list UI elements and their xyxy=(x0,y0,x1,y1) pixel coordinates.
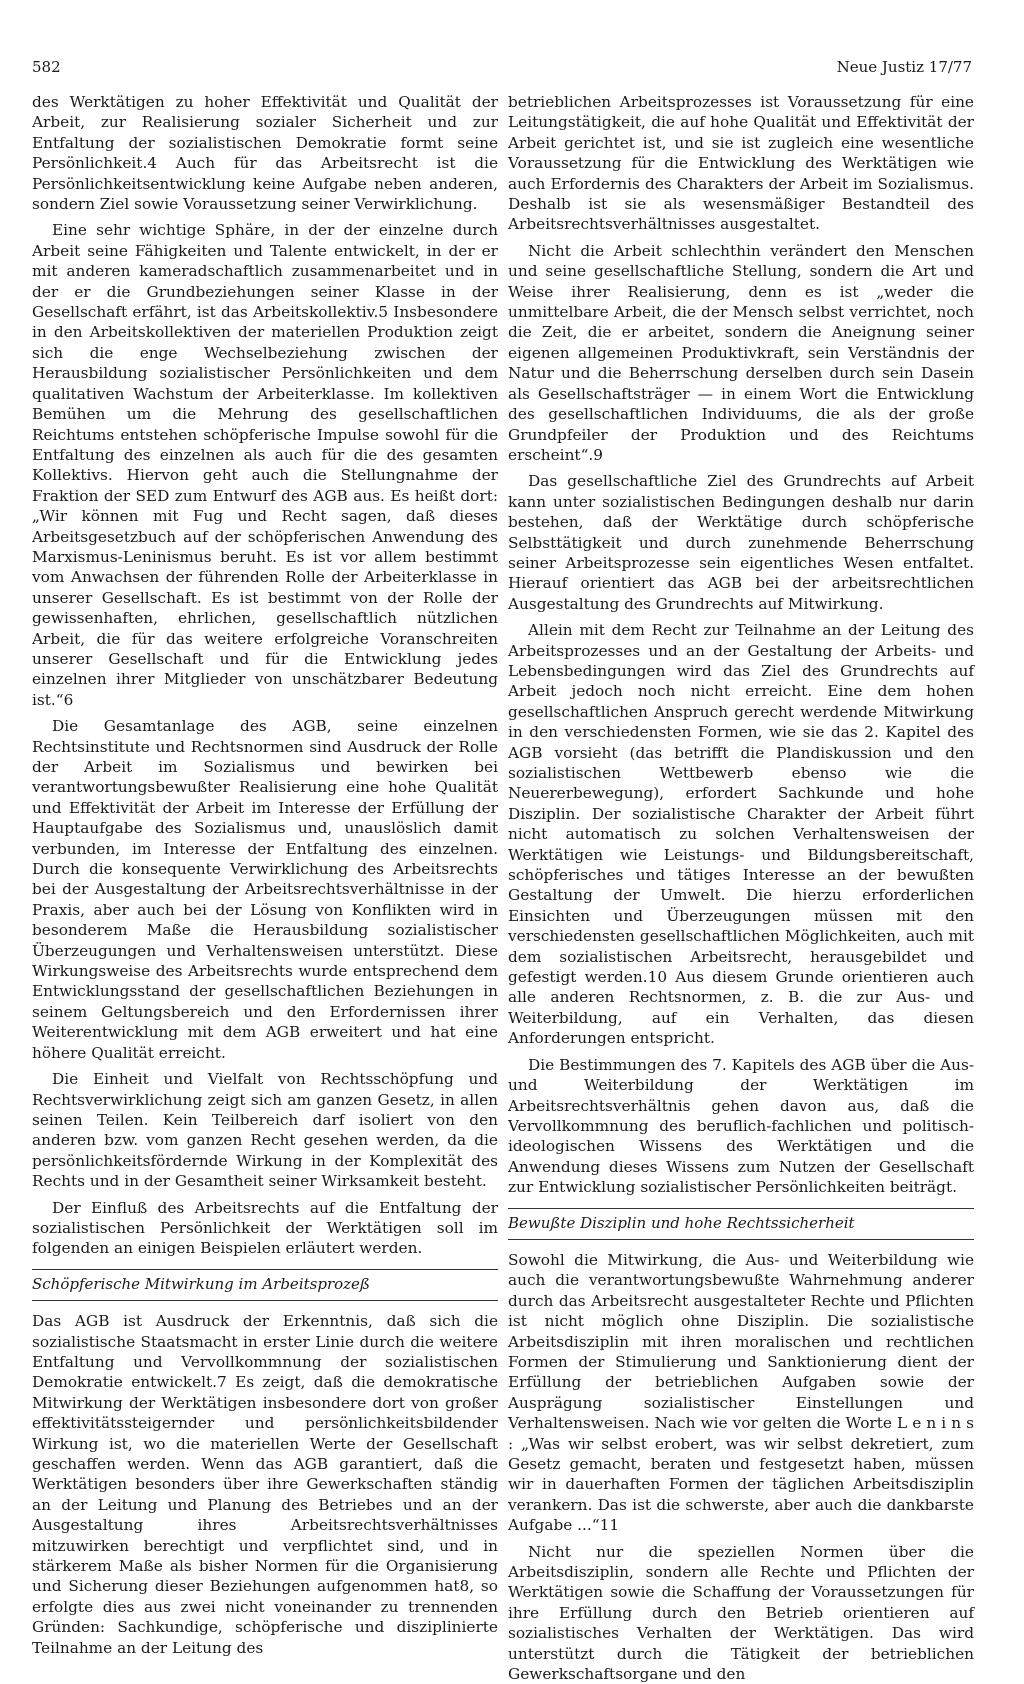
paragraph: Das AGB ist Ausdruck der Erkenntnis, daß sich die sozialistische Staatsmacht in erster Linie durch die weitere Entfaltung und Vervollkommnung der sozialistischen Demokratie entwickelt.7 Es zeigt, daß die demokratische Mitwirkung der Werktätigen insbesondere dort von großer effektivitätssteigernder und persönlichkeitsbildender Wirkung ist, wo die materiellen Werte der Gesellschaft geschaffen werden. Wenn das AGB garantiert, daß die Werktätigen besonders über ihre Gewerkschaften ständig an der Leitung und Planung des Betriebes und an der Ausgestaltung ihres Arbeitsrechtsverhältnisses mitzuwirken berechtigt und verpflichtet sind, und in stärkerem Maße als bisher Normen für die Organisierung und Sicherung dieser Beziehungen aufgenommen hat8, so erfolgte dies aus zwei nicht voneinander zu trennenden Gründen: Sachkundige, schöpferische und disziplinierte Teilnahme an der Leitung des xyxy=(32,1312,498,1657)
paragraph: Nicht die Arbeit schlechthin verändert den Menschen und seine gesellschaftliche Stellung, sondern die Art und Weise ihrer Realisierung, denn es ist „weder die unmittelbare Arbeit, die der Mensch selbst verrichtet, noch die Zeit, die er arbeitet, sondern die Aneignung seiner eigenen allgemeinen Produktivkraft, sein Verständnis der Natur und die Beherrschung derselben durch sein Dasein als Gesellschaftsträger — in einem Wort die Entwicklung des gesellschaftlichen Individuums, die als der große Grundpfeiler der Produktion und des Reichtums erscheint“.9 xyxy=(508,241,974,464)
paragraph: Eine sehr wichtige Sphäre, in der der einzelne durch Arbeit seine Fähigkeiten und Talente entwickelt, in der er mit anderen kameradschaftlich zusammenarbeitet und in der er die Grundbeziehungen seiner Klasse in der Gesellschaft erfährt, ist das Arbeitskollektiv.5 Insbesondere in den Arbeitskollektiven der materiellen Produktion zeigt sich die enge Wechselbeziehung zwischen der Herausbildung sozialistischer Persönlichkeiten und dem qualitativen Wachstum der Arbeiterklasse. Im kollektiven Bemühen um die Mehrung des gesellschaftlichen Reichtums entstehen schöpferische Impulse sowohl für die Entfaltung des einzelnen als auch für die des gesamten Kollektivs. Hiervon geht auch die Stellungnahme der Fraktion der SED zum Entwurf des AGB aus. Es heißt dort: „Wir können mit Fug und Recht sagen, daß dieses Arbeitsgesetzbuch auf der schöpferischen Anwendung des Marxismus-Leninismus beruht. Es ist vor allem bestimmt vom Anwachsen der führenden Rolle der Arbeiterklasse in unserer Gesellschaft. Es ist bestimmt von der Rolle der gewissenhaften, ehrlichen, gesellschaftlich nützlichen Arbeit, die für das weitere erfolgreiche Voranschreiten unserer Gesellschaft und für die Entwicklung jedes einzelnen ihrer Mitglieder von unschätzbarer Bedeutung ist.“6 xyxy=(32,221,498,709)
paragraph: Sowohl die Mitwirkung, die Aus- und Weiterbildung wie auch die verantwortungsbewußte Wahrnehmung anderer durch das Arbeitsrecht ausgestalteter Rechte und Pflichten ist nicht möglich ohne Disziplin. Die sozialistische Arbeitsdisziplin mit ihren moralischen und rechtlichen Formen der Stimulierung und Sanktionierung dient der Erfüllung der betrieblichen Aufgaben sowie der Ausprägung sozialistischer Einstellungen und Verhaltensweisen. Nach wie vor gelten die Worte L e n i n s : „Was wir selbst erobert, was wir selbst dekretiert, zum Gesetz gemacht, beraten und festgesetzt haben, müssen wir in dauerhaften Formen der täglichen Arbeitsdisziplin verankern. Das ist die schwerste, aber auch die dankbarste Aufgabe ...“11 xyxy=(508,1250,974,1535)
paragraph: Die Einheit und Vielfalt von Rechtsschöpfung und Rechtsverwirklichung zeigt sich am ganzen Gesetz, in allen seinen Teilen. Kein Teilbereich darf isoliert von den anderen bzw. vom ganzen Recht gesehen werden, da die persönlichkeitsfördernde Wirkung in der Komplexität des Rechts und in der Gesamtheit seiner Wirksamkeit besteht. xyxy=(32,1070,498,1191)
paragraph: Die Bestimmungen des 7. Kapitels des AGB über die Aus- und Weiterbildung der Werktätigen im Arbeitsrechtsverhältnis gehen davon aus, daß die Vervollkommnung des beruflich-fachlichen und politisch-ideologischen Wissens des Werktätigen und die Anwendung dieses Wissens zum Nutzen der Gesellschaft zur Entwicklung sozialistischer Persönlichkeiten beiträgt. xyxy=(508,1055,974,1197)
paragraph: Das gesellschaftliche Ziel des Grundrechts auf Arbeit kann unter sozialistischen Bedingungen deshalb nur darin bestehen, daß der Werktätige durch schöpferische Selbsttätigkeit und durch zunehmende Beherrschung seiner Arbeitsprozesse sein eigentliches Wesen entfaltet. Hierauf orientiert das AGB bei der arbeitsrechtlichen Ausgestaltung des Grundrechts auf Mitwirkung. xyxy=(508,472,974,613)
page-number: 582 xyxy=(32,58,61,76)
paragraph: des Werktätigen zu hoher Effektivität und Qualität der Arbeit, zur Realisierung sozialer Sicherheit und zur Entfaltung der sozialistischen Demokratie formt seine Persönlichkeit.4 Auch für das Arbeitsrecht ist die Persönlichkeitsentwicklung keine Aufgabe neben anderen, sondern Ziel sowie Voraussetzung seiner Verwirklichung. xyxy=(32,93,498,214)
paragraph: Die Gesamtanlage des AGB, seine einzelnen Rechtsinstitute und Rechtsnormen sind Ausdruck der Rolle der Arbeit im Sozialismus und bewirken bei verantwortungsbewußter Realisierung eine hohe Qualität und Effektivität der Arbeit im Interesse der Erfüllung der Hauptaufgabe des Sozialismus und, unauslöslich damit verbunden, im Interesse der Entfaltung des einzelnen. Durch die konsequente Verwirklichung des Arbeitsrechts bei der Ausgestaltung der Arbeitsrechtsverhältnisse in der Praxis, aber auch bei der Lösung von Konflikten wird in besonderem Maße die Herausbildung sozialistischer Überzeugungen und Verhaltensweisen unterstützt. Diese Wirkungsweise des Arbeitsrechts wurde entsprechend dem Entwicklungsstand der gesellschaftlichen Beziehungen in seinem Geltungsbereich und den Erfordernissen ihrer Weiterentwicklung mit dem AGB erweitert und hat eine höhere Qualität erreicht. xyxy=(32,717,498,1062)
section-heading: Bewußte Disziplin und hohe Rechtssicherheit xyxy=(508,1209,974,1240)
left-column xyxy=(32,92,498,1657)
paragraph: betrieblichen Arbeitsprozesses ist Voraussetzung für eine Leitungstätigkeit, die auf hohe Qualität und Effektivität der Arbeit gerichtet ist, und sie ist zugleich eine wesentliche Voraussetzung für die Entwicklung des Werktätigen wie auch Erfordernis des Charakters der Arbeit im Sozialismus. Deshalb ist sie als wesensmäßiger Bestandteil des Arbeitsrechtsverhältnisses ausgestaltet. xyxy=(508,93,974,234)
paragraph: Allein mit dem Recht zur Teilnahme an der Leitung des Arbeitsprozesses und an der Gestaltung der Arbeits- und Lebensbedingungen wird das Ziel des Grundrechts auf Arbeit jedoch noch nicht erreicht. Eine dem hohen gesellschaftlichen Anspruch gerecht werdende Mitwirkung in den verschiedensten Formen, wie sie das 2. Kapitel des AGB vorsieht (das betrifft die Plandiskussion und den sozialistischen Wettbewerb ebenso wie die Neuererbewegung), erfordert Sachkunde und hohe Disziplin. Der sozialistische Charakter der Arbeit führt nicht automatisch zu solchen Verhaltensweisen der Werktätigen wie Leistungs- und Bildungsbereitschaft, schöpferisches und tätiges Interesse an der bewußten Gestaltung der Umwelt. Die hierzu erforderlichen Einsichten und Überzeugungen müssen mit den verschiedensten gesellschaftlichen Möglichkeiten, auch mit dem sozialistischen Arbeitsrecht, herausgebildet und gefestigt werden.10 Aus diesem Grunde orientieren auch alle anderen Rechtsnormen, z. B. die zur Aus- und Weiterbildung, auf ein Verhalten, das diesen Anforderungen entspricht. xyxy=(508,621,974,1048)
section-heading: Schöpferische Mitwirkung im Arbeitsprozeß xyxy=(32,1270,498,1301)
paragraph: Der Einfluß des Arbeitsrechts auf die Entfaltung der sozialistischen Persönlichkeit der Werktätigen soll im folgenden an einigen Beispielen erläutert werden. xyxy=(32,1198,498,1258)
right-column xyxy=(508,92,974,1684)
paragraph: Nicht nur die speziellen Normen über die Arbeitsdisziplin, sondern alle Rechte und Pflichten der Werktätigen sowie die Schaffung der Voraussetzungen für ihre Erfüllung durch den Betrieb orientieren auf sozialistisches Verhalten der Werktätigen. Das wird unterstützt durch die Tätigkeit der betrieblichen Gewerkschaftsorgane und den xyxy=(508,1542,974,1684)
journal-issue: Neue Justiz 17/77 xyxy=(836,58,972,76)
page-header xyxy=(32,58,972,88)
